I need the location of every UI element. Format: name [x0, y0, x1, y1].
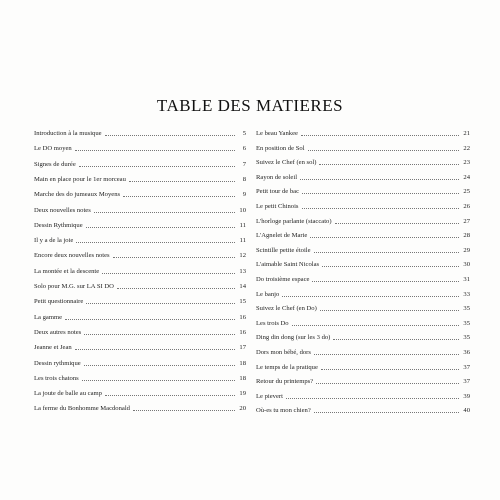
toc-entry: [34, 185, 246, 199]
dot-leader: [65, 318, 235, 320]
toc-entry: [256, 387, 470, 401]
toc-entry-title: Le DO moyen: [34, 145, 72, 153]
toc-entry-title: Solo pour M.G. sur LA SI DO: [34, 283, 114, 290]
toc-entry: [256, 124, 470, 138]
dot-leader: [301, 134, 459, 136]
toc-entry-title: Do troisième espace: [256, 276, 310, 283]
toc-entry: [34, 262, 246, 276]
toc-entry-title: Il y a de la joie: [34, 237, 74, 245]
toc-entry-title: La joute de balle au camp: [34, 390, 102, 398]
dot-leader: [335, 222, 459, 224]
dot-leader: [322, 265, 459, 267]
toc-entry-page-number: 5: [242, 130, 246, 137]
dot-leader: [316, 382, 459, 384]
dot-leader: [286, 397, 459, 399]
toc-entry-page-number: 18: [239, 374, 246, 382]
toc-entry: [34, 354, 246, 368]
toc-entry-title: La ferme du Bonhomme Macdonald: [34, 405, 130, 413]
toc-entry-page-number: 16: [239, 313, 246, 321]
toc-entry-title: Le beau Yankee: [256, 130, 298, 137]
toc-entry-page-number: 9: [242, 191, 246, 199]
dot-leader: [310, 236, 459, 238]
dot-leader: [86, 226, 235, 228]
dot-leader: [308, 149, 459, 151]
dot-leader: [105, 134, 235, 136]
toc-entry: [256, 372, 470, 386]
dot-leader: [82, 379, 235, 381]
toc-entry: [256, 212, 470, 226]
toc-entry: [256, 299, 470, 313]
toc-entry: [34, 246, 246, 260]
toc-entry-title: L'Agnelet de Marie: [256, 232, 308, 240]
dot-leader: [79, 165, 235, 167]
toc-entry-title: Les trois chatons: [34, 374, 79, 382]
dot-leader: [300, 178, 459, 180]
toc-entry: [34, 338, 246, 352]
toc-entry-title: Rayon de soleil: [256, 173, 298, 181]
dot-leader: [105, 394, 235, 396]
toc-entry-title: Le pievert: [256, 392, 283, 400]
toc-entry-title: Petit questionnaire: [34, 298, 84, 306]
dot-leader: [94, 211, 235, 213]
toc-entry-title: Où-es tu mon chien?: [256, 407, 311, 415]
toc-entry-page-number: 24: [463, 173, 470, 181]
toc-entry-page-number: 10: [239, 206, 246, 214]
toc-entry-page-number: 6: [242, 145, 246, 153]
dot-leader: [302, 192, 459, 194]
toc-entry-page-number: 29: [463, 246, 470, 254]
toc-entry: [34, 384, 246, 398]
toc-entry: [34, 399, 246, 413]
toc-entry: [34, 231, 246, 245]
toc-entry: [256, 285, 470, 299]
toc-entry: [256, 241, 470, 255]
toc-entry: [256, 255, 470, 269]
dot-leader: [314, 411, 459, 413]
dot-leader: [333, 338, 459, 340]
toc-entry: [34, 292, 246, 306]
dot-leader: [292, 324, 459, 326]
toc-entry: [34, 277, 246, 291]
toc-entry: [256, 314, 470, 328]
toc-entry-title: Les trois Do: [256, 319, 289, 327]
dot-leader: [321, 368, 459, 370]
toc-entry: [256, 401, 470, 415]
toc-entry-page-number: 28: [463, 232, 470, 240]
toc-entry: [34, 139, 246, 153]
dot-leader: [75, 149, 235, 151]
toc-entry-page-number: 37: [463, 363, 470, 371]
toc-entry-page-number: 30: [463, 261, 470, 269]
toc-entry-page-number: 8: [242, 175, 246, 183]
dot-leader: [319, 163, 459, 165]
page-title: TABLE DES MATIERES: [156, 96, 344, 115]
toc-entry-title: Le temps de la pratique: [256, 363, 318, 371]
toc-entry-title: La gamme: [34, 313, 63, 321]
toc-entry: [256, 226, 470, 240]
toc-entry-page-number: 36: [463, 349, 470, 356]
toc-entry-page-number: 19: [239, 390, 246, 398]
toc-entry-title: Introduction à la musique: [34, 130, 102, 137]
dot-leader: [314, 251, 459, 253]
dot-leader: [76, 241, 235, 243]
toc-entry-page-number: 18: [239, 359, 246, 367]
dot-leader: [117, 287, 235, 289]
toc-entry-title: Le banjo: [256, 290, 280, 298]
toc-entry: [34, 369, 246, 383]
toc-entry: [34, 170, 246, 184]
dot-leader: [282, 295, 459, 297]
toc-entry-title: L'aimable Saint Nicolas: [256, 261, 320, 269]
toc-entry: [256, 328, 470, 342]
toc-entry-title: Encore deux nouvelles notes: [34, 252, 110, 260]
dot-leader: [314, 353, 459, 355]
toc-entry-page-number: 16: [239, 328, 246, 336]
toc-entry-page-number: 35: [463, 319, 470, 327]
dot-leader: [84, 333, 235, 335]
toc-entry-page-number: 23: [463, 159, 470, 167]
toc-entry-page-number: 31: [463, 276, 470, 283]
toc-entry-title: Deux nouvelles notes: [34, 206, 91, 214]
toc-entry: [256, 343, 470, 357]
toc-entry-title: Suivez le Chef (en Do): [256, 305, 317, 313]
toc-entry-page-number: 12: [239, 252, 246, 260]
toc-entry: [34, 323, 246, 337]
toc-entry-page-number: 13: [239, 267, 246, 275]
dot-leader: [133, 409, 235, 411]
toc-entry-title: Le petit Chinois: [256, 203, 299, 210]
toc-entry-title: Ding din dong (sur les 3 do): [256, 334, 331, 342]
toc-entry-page-number: 21: [463, 130, 470, 137]
toc-entry-title: Main en place pour le 1er morceau: [34, 175, 126, 183]
toc-entry-page-number: 35: [463, 305, 470, 313]
toc-entry: [256, 182, 470, 196]
toc-entry: [34, 216, 246, 230]
toc-entry-page-number: 37: [463, 378, 470, 386]
toc-entry-title: Marche des do jumeaux Moyens: [34, 191, 121, 199]
toc-entry: [256, 358, 470, 372]
dot-leader: [129, 180, 235, 182]
toc-entry: [34, 308, 246, 322]
toc-entry-page-number: 17: [239, 344, 246, 352]
toc-entry-page-number: 33: [463, 290, 470, 298]
toc-entry-title: L'horloge parlante (staccato): [256, 217, 332, 225]
toc-entry-page-number: 11: [239, 237, 246, 245]
toc-entry-page-number: 39: [463, 392, 470, 400]
toc-entry-page-number: 7: [242, 160, 246, 168]
toc-entry-page-number: 35: [463, 334, 470, 342]
toc-entry-title: Jeanne et Jean: [34, 344, 72, 352]
toc-entry-page-number: 15: [239, 298, 246, 306]
toc-entry-page-number: 26: [463, 203, 470, 210]
toc-entry: [256, 168, 470, 182]
toc-entry: [256, 153, 470, 167]
toc-entry-page-number: 22: [463, 144, 470, 152]
toc-entry: [256, 197, 470, 211]
toc-entry: [34, 201, 246, 215]
dot-leader: [102, 272, 235, 274]
dot-leader: [86, 302, 235, 304]
toc-entry-title: Retour du printemps?: [256, 378, 314, 386]
toc-entry: [256, 270, 470, 284]
toc-entry: [34, 124, 246, 138]
toc-entry-title: Deux autres notes: [34, 328, 82, 336]
toc-entry-title: Dessin rythmique: [34, 359, 81, 367]
toc-entry-title: Signes de durée: [34, 160, 76, 168]
dot-leader: [113, 256, 235, 258]
dot-leader: [320, 309, 459, 311]
toc-entry-page-number: 27: [463, 217, 470, 225]
toc-entry-title: Scintille petite étoile: [256, 246, 311, 254]
dot-leader: [302, 207, 460, 209]
toc-entry-title: En position de Sol: [256, 144, 305, 152]
toc-entry: [256, 139, 470, 153]
dot-leader: [123, 195, 235, 197]
toc-entry-page-number: 20: [239, 405, 246, 413]
toc-entry-page-number: 40: [463, 407, 470, 415]
toc-entry-page-number: 14: [239, 283, 246, 290]
toc-entry-title: Dors mon bébé, dors: [256, 349, 311, 356]
dot-leader: [312, 280, 459, 282]
toc-entry-title: Suivez le Chef (en sol): [256, 159, 317, 167]
toc-entry-page-number: 11: [239, 221, 246, 229]
toc-entry-title: La montée et la descente: [34, 267, 100, 275]
dot-leader: [75, 348, 235, 350]
toc-entry-title: Dessin Rythmique: [34, 221, 83, 229]
toc-entry-title: Petit tour de bac: [256, 188, 300, 196]
toc-entry-page-number: 25: [463, 188, 470, 196]
dot-leader: [84, 364, 235, 366]
toc-entry: [34, 155, 246, 169]
